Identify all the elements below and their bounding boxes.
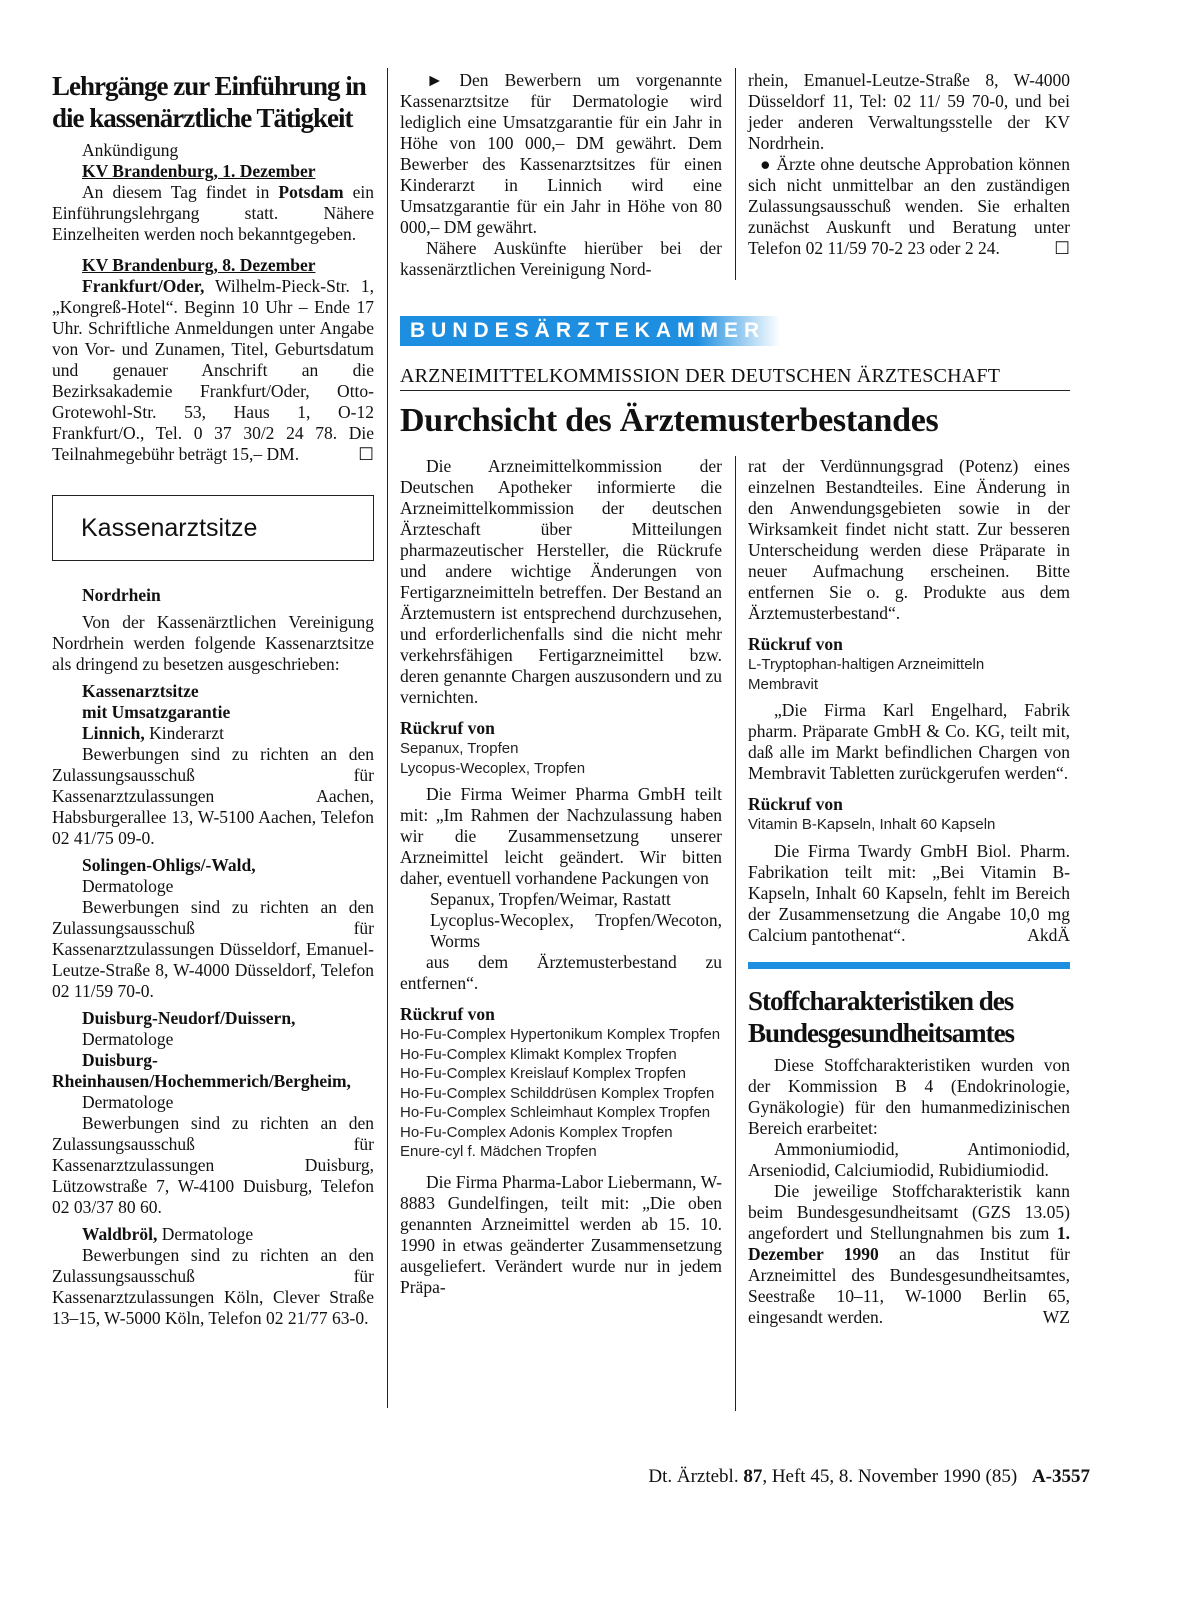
- list-item: Ho-Fu-Complex Adonis Komplex Tropfen: [400, 1123, 673, 1141]
- r3-text: „Die Firma Karl Engelhard, Fabrik pharm. Präparate GmbH & Co. KG, teilt mit, daß alle im Markt befindlichen Chargen von Membravit Tabletten zurückgerufen werden“.: [748, 700, 1070, 783]
- banner-kicker: ARZNEIMITTELKOMMISSION DER DEUTSCHEN ÄRZTESCHAFT: [400, 365, 1070, 391]
- linnich-place: Linnich,: [82, 723, 145, 743]
- section-banner: [400, 316, 780, 346]
- stoff-rule: [748, 962, 1070, 969]
- duisburg2-heading: Duisburg-Rheinhausen/Hochemmerich/Bergheim,: [52, 1050, 351, 1091]
- r1-text: Die Firma Weimer Pharma GmbH teilt mit: „Im Rahmen der Nachzulassung haben wir die Zusammensetzung unserer Arzneimittel leicht geändert. Wir bitten daher, eventuell vorhandene Packungen von: [400, 784, 722, 888]
- top-middle-p1: ► Den Bewerbern um vorgenannte Kassenarztsitze für Dermatologie wird lediglich eine Umsatzgarantie für ein Jahr in Höhe von 100 000,– DM gewährt. Dem Bewerber des Kassenarztsitzes für einen Kinderarzt in Linnich wird eine Umsatzgarantie für ein Jahr in Höhe von 80 000,– DM gewährt.: [400, 70, 722, 237]
- left-column: [52, 70, 374, 1329]
- r2-text: Die Firma Pharma-Labor Liebermann, W-8883 Gundelfingen, teilt mit: „Die oben genannten Arzneimittel werden ab 15. 10. 1990 in etwas geänderter Zusammensetzung ausgeliefert. Verändert wurde nur in jedem Präpa-: [400, 1171, 722, 1297]
- linnich-text: Bewerbungen sind zu richten an den Zulassungsausschuß für Kassenarztzulassungen Aachen, Habsburgerallee 13, W-5100 Aachen, Telefon 02 41/75 09-0.: [52, 744, 374, 848]
- sub-heading-2: mit Umsatzgarantie: [82, 702, 231, 722]
- stoff-signature: WZ: [1042, 1306, 1070, 1327]
- kv2-text-body: Wilhelm-Pieck-Str. 1, „Kongreß-Hotel“. Beginn 10 Uhr – Ende 17 Uhr. Schriftliche Anmeldungen unter Angabe von Vor- und Zunamen, Titel, Geburtsdatum und genauer Anschrift an die Bezirksakademie Frankfurt/Oder, Otto-Grotewohl-Str. 53, Haus 1, O-12 Frankfurt/O., Tel. 0 37 30/2 24 78. Die Teilnahmegebühr beträgt 15,– DM.: [52, 276, 374, 464]
- waldbroel-text: Bewerbungen sind zu richten an den Zulassungsausschuß für Kassenarztzulassungen Köln, Clever Straße 13–15, W-5000 Köln, Telefon 02 21/77 63-0.: [52, 1245, 374, 1328]
- duisburg-text: Bewerbungen sind zu richten an den Zulassungsausschuß für Kassenarztzulassungen Duisburg, Lützowstraße 7, W-4100 Duisburg, Telefon 02 03/37 80 60.: [52, 1113, 374, 1217]
- column-rule-1: [387, 68, 388, 1408]
- ankuendigung: Ankündigung: [82, 140, 179, 160]
- column-rule-2: [735, 68, 736, 280]
- footer-page-number: A-3557: [1031, 1466, 1090, 1487]
- r3-heading: Rückruf von: [748, 634, 843, 654]
- waldbroel-heading: [52, 1224, 374, 1245]
- kv2-text: [52, 276, 374, 465]
- r1-item-2: Lycopus-Wecoplex, Tropfen: [400, 759, 586, 777]
- list-item: Ho-Fu-Complex Schleimhaut Komplex Tropfen: [400, 1104, 711, 1121]
- waldbroel-spec: Dermatologe: [157, 1224, 254, 1244]
- lehrgaenge-title: Lehrgänge zur Einführung in die kassenärztliche Tätigkeit: [52, 71, 366, 133]
- column-rule-3: [735, 456, 736, 1411]
- r1-quote-3: aus dem Ärztemusterbestand zu entfernen“.: [400, 952, 722, 993]
- footer-issue: , Heft 45, 8. November 1990 (85): [762, 1466, 1018, 1487]
- r3-item-2: Membravit: [748, 675, 819, 693]
- stoff-p2-b: an das Institut für Arzneimittel des Bundesgesundheitsamtes, Seestraße 10–11, W-1000 Berlin 65, eingesandt werden.: [748, 1243, 1070, 1327]
- kv1-heading: KV Brandenburg, 1. Dezember: [82, 161, 316, 181]
- duisburg1-heading: Duisburg-Neudorf/Duissern,: [82, 1008, 296, 1028]
- stoff-p1: Diese Stoffcharakteristiken wurden von der Kommission B 4 (Endokrinologie, Gynäkologie) für den humanmedizinischen Bereich erarbeitet:: [748, 1054, 1070, 1138]
- kassenarztsitze-box-title: Kassenarztsitze: [81, 513, 258, 542]
- stoff-date: 1. Dezember 1990: [748, 1222, 1070, 1264]
- article-intro: Die Arzneimittelkommission der Deutschen Apotheker informierte die Arzneimittelkommission der deutschen Ärzteschaft über Mitteilungen pharmazeutischer Hersteller, die Rückrufe und andere wichtige Änderungen von Fertigarzneimitteln betreffen. Der Bestand an Ärztemustern ist entsprechend durchzusehen, und erforderlichenfalls sind die nicht mehr verkehrsfähigen Fertigarzneimittel bzw. deren genannte Chargen auszusondern und zu vernichten.: [400, 456, 722, 707]
- duisburg1-spec: Dermatologe: [82, 1029, 174, 1049]
- stoff-title: Stoffcharakteristiken des Bundesgesundheitsamtes: [748, 985, 1015, 1048]
- section-banner-label: BUNDESÄRZTEKAMMER: [410, 319, 766, 342]
- r4-heading: Rückruf von: [748, 794, 843, 814]
- end-mark: ☐: [358, 444, 374, 464]
- top-middle-p2: Nähere Auskünfte hierüber bei der kassenärztlichen Vereinigung Nord-: [400, 238, 722, 279]
- r3-item-1: L-Tryptophan-haltigen Arzneimitteln: [748, 656, 985, 673]
- kv1-text: [52, 182, 374, 245]
- top-right-p2-text: ● Ärzte ohne deutsche Approbation können sich nicht unmittelbar an den zuständigen Zulassungsausschuß wenden. Sie erhalten zunächst Auskunft und Beratung unter Telefon 02 11/59 70-2 23 oder 2 24.: [748, 154, 1070, 258]
- stoff-p2-a: Die jeweilige Stoffcharakteristik kann beim Bundesgesundheitsamt (GZS 13.05) angefordert und Stellungnahmen bis zum: [748, 1180, 1070, 1243]
- r2-heading: Rückruf von: [400, 1004, 495, 1024]
- region-heading: Nordrhein: [82, 585, 161, 605]
- stoff-p2: [748, 1181, 1070, 1328]
- r4-text: [748, 841, 1070, 946]
- article-left-column: [400, 456, 722, 1298]
- article-right-column: [748, 456, 1070, 1328]
- kv1-text-b: ein Einführungslehrgang statt. Nähere Einzelheiten werden noch bekanntgegeben.: [52, 182, 374, 244]
- end-mark: ☐: [1054, 238, 1070, 258]
- r1-heading: Rückruf von: [400, 718, 495, 738]
- list-item: Enure-cyl f. Mädchen Tropfen: [400, 1143, 597, 1160]
- kassenarztsitze-intro: Von der Kassenärztlichen Vereinigung Nordrhein werden folgende Kassenarztsitze als dringend zu besetzen ausgeschrieben:: [52, 612, 374, 674]
- kv1-text-a: An diesem Tag findet in: [82, 182, 279, 202]
- list-item: Ho-Fu-Complex Kreislauf Komplex Tropfen: [400, 1065, 686, 1082]
- list-item: Ho-Fu-Complex Schilddrüsen Komplex Tropfen: [400, 1084, 715, 1102]
- stoff-list: Ammoniumiodid, Antimoniodid, Arseniodid, Calciumiodid, Rubidiumiodid.: [748, 1138, 1070, 1180]
- top-right-column: [748, 70, 1070, 259]
- duisburg2-spec: Dermatologe: [82, 1092, 174, 1112]
- article-continuation: rat der Verdünnungsgrad (Potenz) eines einzelnen Bestandteiles. Eine Änderung in den Anwendungsgebieten sowie in der Wirksamkeit findet nicht statt. Zur besseren Unterscheidung werden diese Präparate in neuer Aufmachung erscheinen. Bitte entfernen Sie o. g. Produkte aus dem Ärztemusterbestand“.: [748, 456, 1070, 623]
- footer-journal: Dt. Ärztebl.: [648, 1466, 744, 1487]
- linnich-heading: [52, 723, 374, 744]
- solingen-heading: Solingen-Ohligs/-Wald,: [82, 855, 256, 875]
- top-right-p1: rhein, Emanuel-Leutze-Straße 8, W-4000 Düsseldorf 11, Tel: 02 11/ 59 70-0, und bei jeder anderen Verwaltungsstelle der KV Nordrhein.: [748, 70, 1070, 153]
- r2-list: [400, 1025, 722, 1162]
- r1-quote-1: Sepanux, Tropfen/Weimar, Rastatt: [430, 889, 671, 909]
- kv1-place: Potsdam: [278, 182, 344, 202]
- top-right-p2: [748, 154, 1070, 259]
- r4-signature: AkdÄ: [1027, 924, 1070, 945]
- list-item: Ho-Fu-Complex Hypertonikum Komplex Tropfen: [400, 1026, 721, 1043]
- footer-volume: 87: [743, 1466, 763, 1487]
- linnich-spec: Kinderarzt: [144, 723, 224, 743]
- r1-item-1: Sepanux, Tropfen: [400, 740, 519, 757]
- kassenarztsitze-box: [52, 495, 374, 561]
- page-footer: [648, 1466, 1090, 1488]
- r1-quote-2: Lycoplus-Wecoplex, Tropfen/Wecoton, Worms: [430, 910, 722, 951]
- solingen-text: Bewerbungen sind zu richten an den Zulassungsausschuß für Kassenarztzulassungen Düsseldorf, Emanuel-Leutze-Straße 8, W-4000 Düsseldorf, Telefon 02 11/59 70-0.: [52, 897, 374, 1001]
- kv2-place: Frankfurt/Oder,: [82, 276, 205, 296]
- kv2-heading: KV Brandenburg, 8. Dezember: [82, 255, 316, 275]
- solingen-spec: Dermatologe: [82, 876, 174, 896]
- waldbroel-place: Waldbröl,: [82, 1224, 158, 1244]
- sub-heading-1: Kassenarztsitze: [82, 681, 199, 701]
- article-headline: Durchsicht des Ärztemusterbestandes: [400, 402, 939, 439]
- top-middle-column: [400, 70, 722, 280]
- r4-text-body: Die Firma Twardy GmbH Biol. Pharm. Fabrikation teilt mit: „Bei Vitamin B-Kapseln, Inhalt 60 Kapseln, fehlt im Bereich der Zusammensetzung die Angabe 10,0 mg Calcium pantothenat“.: [748, 840, 1070, 945]
- r4-item: Vitamin B-Kapseln, Inhalt 60 Kapseln: [748, 816, 996, 833]
- list-item: Ho-Fu-Complex Klimakt Komplex Tropfen: [400, 1045, 677, 1063]
